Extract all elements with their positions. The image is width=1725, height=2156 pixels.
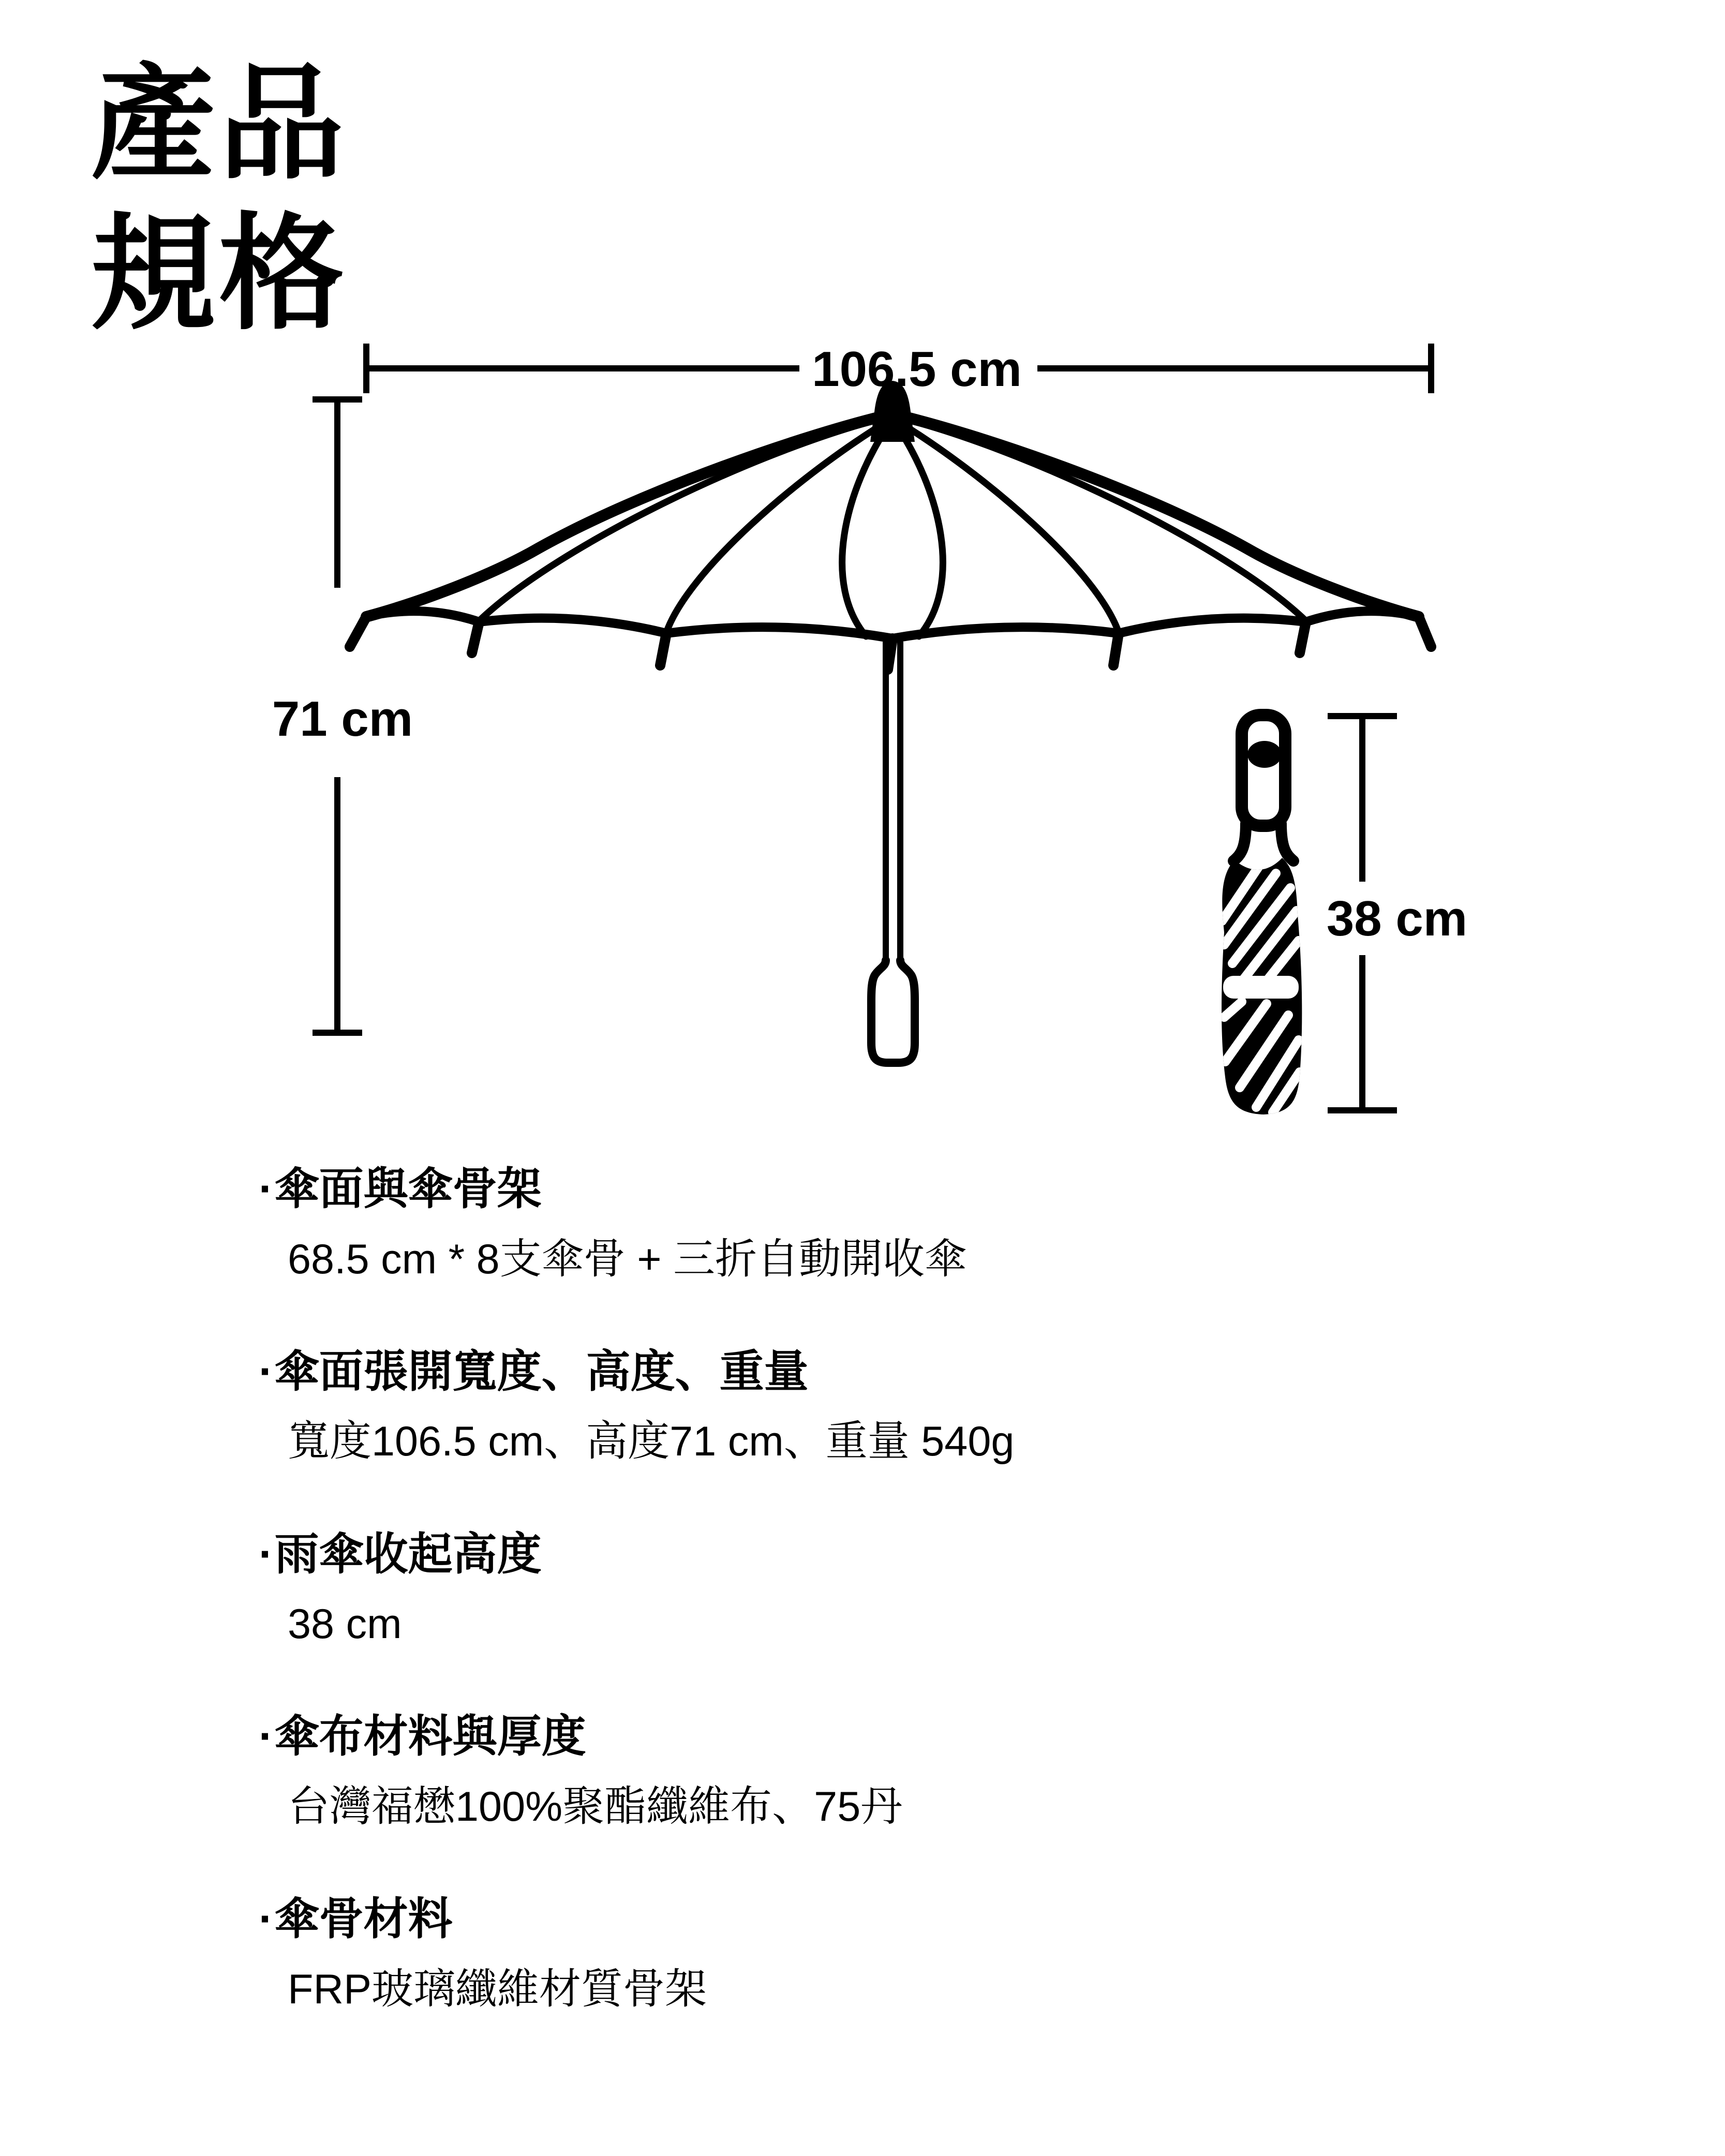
rib-line — [893, 419, 943, 636]
bullet-dot: · — [259, 1712, 274, 1762]
folded-umbrella-illustration — [1222, 715, 1302, 1114]
rib-tip-spike — [1419, 617, 1431, 647]
spec-body-text: 台灣福懋100%聚酯纖維布、75丹 — [288, 1783, 903, 1830]
rib-tip-spike — [472, 622, 479, 653]
bullet-dot: · — [259, 1894, 274, 1944]
spec-body-text: 68.5 cm * 8支傘骨 + 三折自動開收傘 — [288, 1236, 967, 1283]
folded-handle — [1242, 715, 1285, 826]
bullet-dot: · — [259, 1164, 274, 1214]
rib-tip-spike — [350, 617, 366, 647]
spec-heading — [259, 1525, 1449, 1584]
rib-tip-spike — [660, 633, 666, 665]
spec-list — [259, 1160, 1449, 2073]
bullet-dot: · — [259, 1346, 274, 1396]
page-title-line1: 產品 — [91, 54, 348, 194]
open-height-dimension-label: 71 cm — [272, 691, 413, 747]
rib-tip-spike — [1113, 633, 1119, 665]
spec-heading — [259, 1160, 1449, 1219]
rib-line — [842, 419, 893, 636]
spec-heading-text: 傘面與傘骨架 — [274, 1164, 542, 1214]
rib-line — [893, 416, 1306, 621]
spec-heading-text: 傘面張開寬度、高度、重量 — [274, 1346, 809, 1396]
bullet-dot: · — [259, 1529, 274, 1579]
spec-body-text: 寬度106.5 cm、高度71 cm、重量 540g — [288, 1418, 1015, 1465]
spec-item-rib-material — [259, 1890, 1449, 2017]
spec-item-open-size-weight — [259, 1343, 1449, 1469]
canopy-left-edge — [366, 414, 893, 617]
spec-heading-text: 傘布材料與厚度 — [274, 1712, 586, 1762]
umbrella-handle — [871, 960, 915, 1063]
spec-body-text: 38 cm — [288, 1601, 402, 1648]
spec-heading-text: 傘骨材料 — [274, 1894, 453, 1944]
spec-heading-text: 雨傘收起高度 — [274, 1529, 542, 1579]
handle-hole — [1247, 741, 1282, 768]
page-title — [91, 49, 347, 350]
open-width-dimension-label: 106.5 cm — [812, 341, 1022, 397]
rib-line — [479, 416, 893, 621]
folded-neck — [1281, 824, 1293, 861]
folded-height-dimension-label: 38 cm — [1326, 891, 1468, 946]
spec-heading — [259, 1890, 1449, 1949]
spec-item-canopy-frame — [259, 1160, 1449, 1287]
spec-item-folded-height — [259, 1525, 1449, 1652]
rib-tip-spike — [1300, 622, 1306, 653]
spec-heading — [259, 1707, 1449, 1766]
spec-item-fabric-material — [259, 1707, 1449, 1834]
folded-neck — [1233, 824, 1246, 861]
page-title-line2: 規格 — [91, 204, 348, 345]
strap-band — [1223, 976, 1299, 999]
spec-heading — [259, 1343, 1449, 1402]
spec-body-text: FRP玻璃纖維材質骨架 — [288, 1966, 707, 2013]
canopy-right-edge — [893, 414, 1419, 617]
